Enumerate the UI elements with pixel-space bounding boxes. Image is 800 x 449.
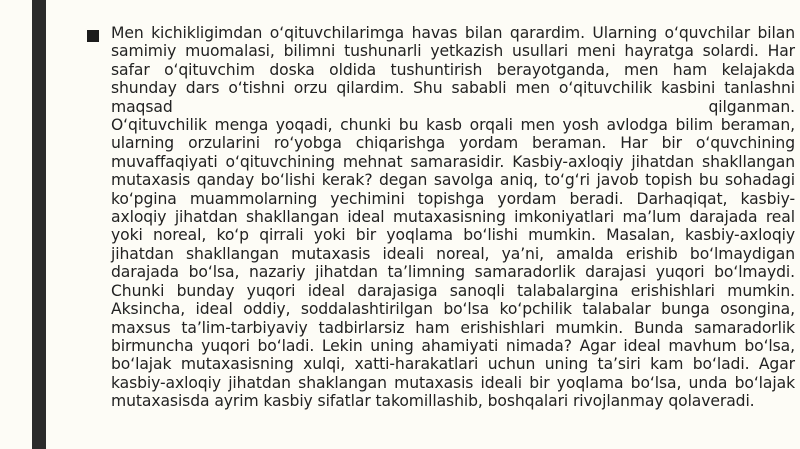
- text-line: mutaxasisda ayrim kasbiy sifatlar takomillashib, boshqalari rivojlanmay qolaveradi.: [111, 392, 755, 411]
- text-line: muvaffaqiyati o‘qituvchining mehnat samarasidir. Kasbiy-axloqiy jihatdan shakllangan: [111, 152, 795, 171]
- text-line: axloqiy jihatdan shakllangan ideal mutaxasisning imkoniyatlari ma’lum darajada real: [111, 208, 795, 227]
- text-line: kasbiy-axloqiy jihatdan shaklangan mutaxasis ideali bir yoqlama bo‘lsa, unda bo‘lajak: [111, 373, 795, 392]
- text-line: mutaxasis qanday bo‘lishi kerak? degan savolga aniq, to‘g‘ri javob topish bu sohadagi: [111, 171, 795, 190]
- text-line: Men kichikligimdan o‘qituvchilarimga havas bilan qarardim. Ularning o‘quvchilar bilan: [111, 24, 795, 42]
- body-paragraph: [111, 24, 795, 411]
- text-line: samimiy muomalasi, bilimni tushunarli yetkazish usullari meni hayratga solardi. Har: [111, 42, 795, 61]
- text-line: bo‘lajak mutaxasisning xulqi, xatti-harakatlari uchun uning ta’siri kam bo‘ladi. Agar: [111, 355, 795, 374]
- text-line: maqsad qilganman.: [111, 97, 795, 116]
- text-line: maxsus ta’lim-tarbiyaviy tadbirlarsiz ham erishishlari mumkin. Bunda samaradorlik: [111, 318, 795, 337]
- text-line: yoki noreal, ko‘p qirrali yoki bir yoqlama bo‘lishi mumkin. Masalan, kasbiy-axloqiy: [111, 226, 795, 245]
- text-line: shunday dars o‘tishni orzu qilardim. Shu sababli men o‘qituvchilik kasbini tanlashni: [111, 79, 795, 98]
- square-bullet-icon: [87, 30, 99, 42]
- text-line: ko‘pgina muammolarning yechimini topishga yordam beradi. Darhaqiqat, kasbiy-: [111, 189, 795, 208]
- text-line: Aksincha, ideal oddiy, soddalashtirilgan bo‘lsa ko‘pchilik talabalar bunga osongina,: [111, 300, 795, 319]
- text-line: safar o‘qituvchim doska oldida tushuntirish berayotganda, men ham kelajakda: [111, 60, 795, 79]
- text-line: jihatdan shakllangan mutaxasis ideali noreal, ya’ni, amalda erishib bo‘lmaydigan: [111, 244, 795, 263]
- left-accent-bar: [32, 0, 46, 449]
- text-line: Chunki bunday yuqori ideal darajasiga sanoqli talabalargina erishishlari mumkin.: [111, 281, 795, 300]
- text-line: darajada bo‘lsa, nazariy jihatdan ta’limning samaradorlik darajasi yuqori bo‘lmaydi.: [111, 263, 795, 282]
- text-line: ularning orzularini ro‘yobga chiqarishga yordam beraman. Har bir o‘quvchining: [111, 134, 795, 153]
- text-line: O‘qituvchilik menga yoqadi, chunki bu kasb orqali men yosh avlodga bilim beraman,: [111, 116, 795, 135]
- text-line: birmuncha yuqori bo‘ladi. Lekin uning ahamiyati nimada? Agar ideal mavhum bo‘lsa,: [111, 336, 795, 355]
